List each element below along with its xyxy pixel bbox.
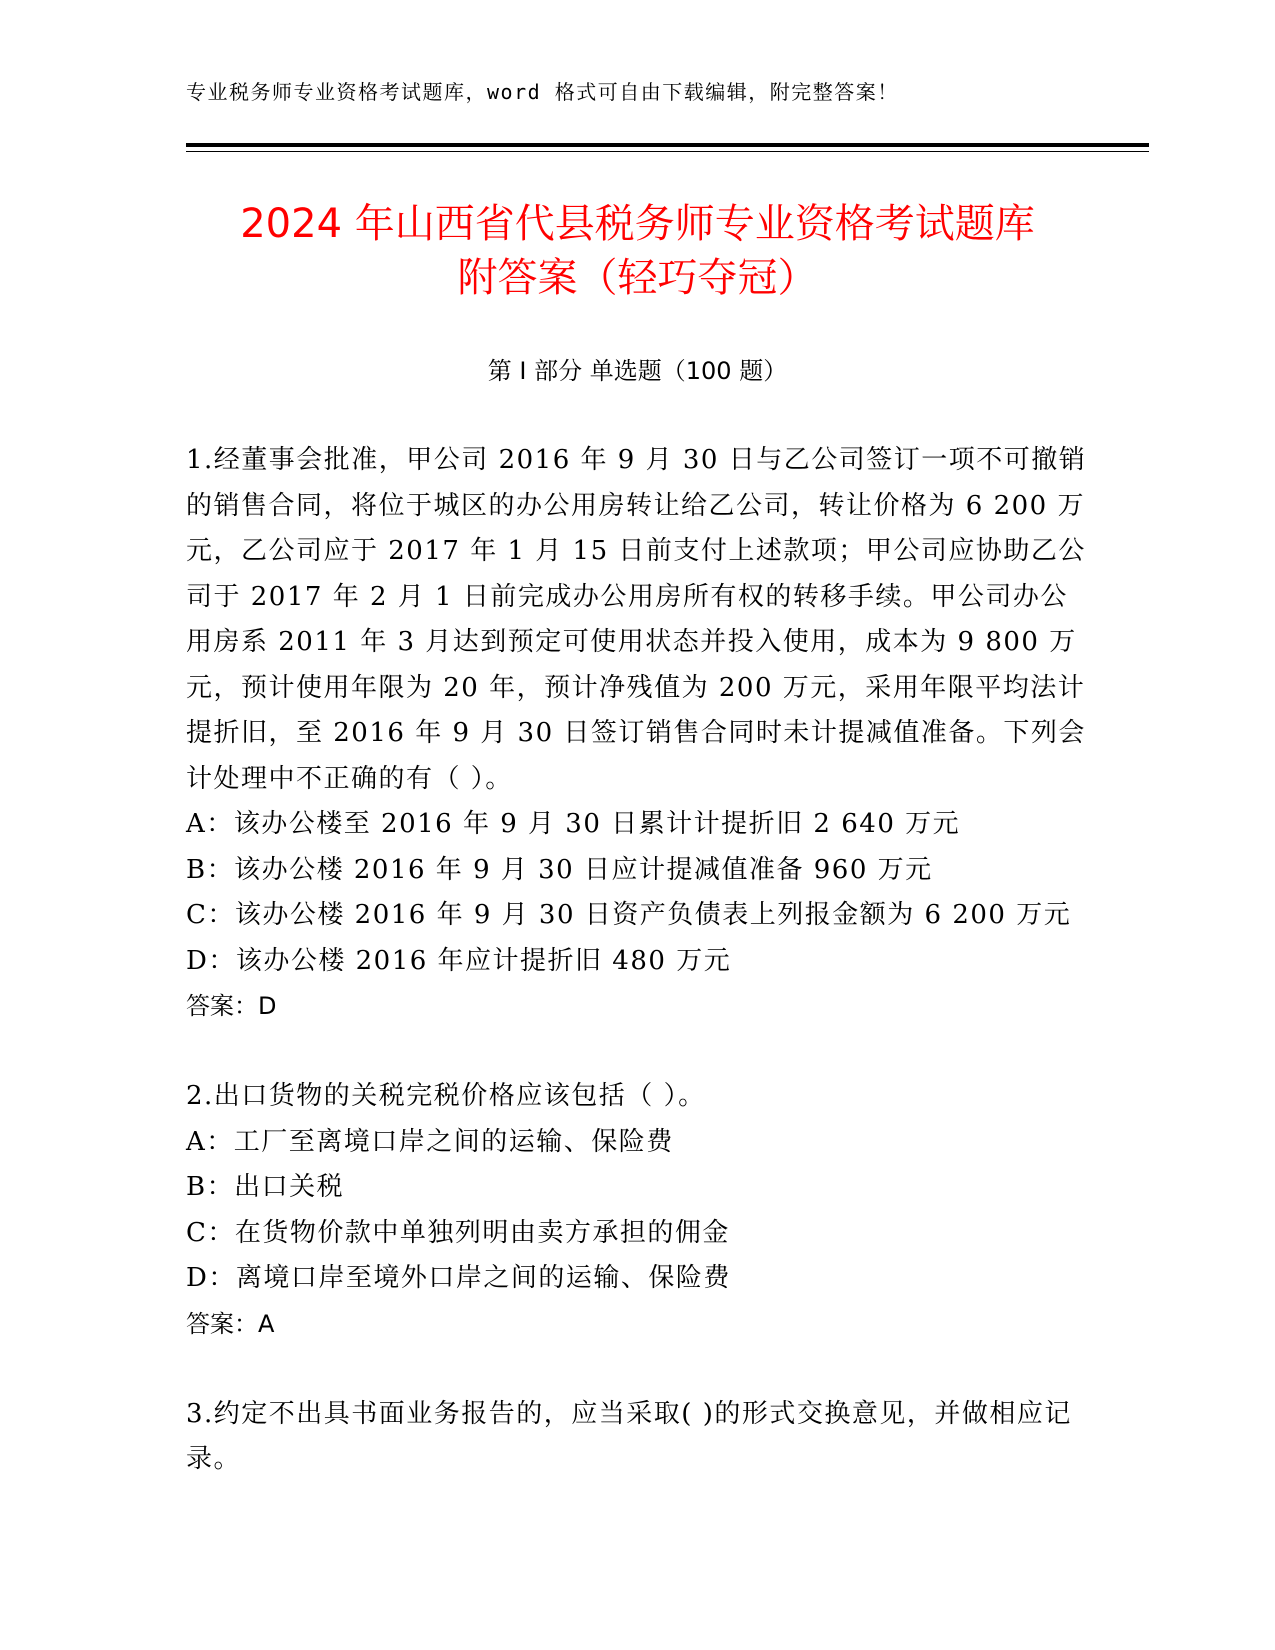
document-title-line1: 2024 年山西省代县税务师专业资格考试题库 — [240, 201, 1035, 247]
answer: 答案：A — [186, 1309, 275, 1338]
option-a: A：该办公楼至 2016 年 9 月 30 日累计计提折旧 2 640 万元 — [186, 809, 961, 839]
option-b: B：出口关税 — [186, 1172, 345, 1202]
question-3 — [186, 1392, 1091, 1483]
question-list — [186, 438, 1091, 1528]
option-b: B：该办公楼 2016 年 9 月 30 日应计提减值准备 960 万元 — [186, 854, 933, 885]
option-d: D：离境口岸至境外口岸之间的运输、保险费 — [186, 1263, 731, 1293]
question-1 — [186, 438, 1091, 1029]
option-a: A：工厂至离境口岸之间的运输、保险费 — [186, 1126, 674, 1157]
header-rule-thick — [186, 143, 1149, 147]
question-2 — [186, 1074, 1091, 1347]
header-note: 专业税务师专业资格考试题库，word 格式可自由下载编辑，附完整答案！ — [186, 80, 899, 104]
option-c: C：该办公楼 2016 年 9 月 30 日资产负债表上列报金额为 6 200 万元 — [186, 900, 1072, 930]
document-title-line2: 附答案（轻巧夺冠） — [457, 255, 818, 301]
question-stem: 2.出口货物的关税完税价格应该包括（ ）。 — [186, 1081, 706, 1111]
option-d: D：该办公楼 2016 年应计提折旧 480 万元 — [186, 945, 732, 976]
question-stem: 1.经董事会批准，甲公司 2016 年 9 月 30 日与乙公司签订一项不可撤销的销售合同，将位于城区的办公用房转让给乙公司，转让价格为 6 200 万元，乙公司应于 2017 年 1 月 15 日前支付上述款项；甲公司应协助乙公司于 2017 年 2 月 1 日前完成办公用房所有权的转移手续。甲公司办公用房系 2011 年 3 月达到预定可使用状态并投入使用，成本为 9 800 万元，预计使用年限为 20 年，预计净残值为 200 万元，采用年限平均法计提折旧，至 2016 年 9 月 30 日签订销售合同时未计提减值准备。下列会计处理中不正确的有（ ）。 — [186, 445, 1087, 794]
option-c: C：在货物价款中单独列明由卖方承担的佣金 — [186, 1217, 730, 1248]
header-rule-thin — [186, 151, 1149, 152]
section-heading: 第 I 部分 单选题（100 题） — [487, 357, 788, 385]
answer: 答案：D — [186, 992, 277, 1020]
question-stem: 3.约定不出具书面业务报告的，应当采取( )的形式交换意见，并做相应记录。 — [186, 1398, 1072, 1474]
document-title — [0, 197, 1275, 305]
